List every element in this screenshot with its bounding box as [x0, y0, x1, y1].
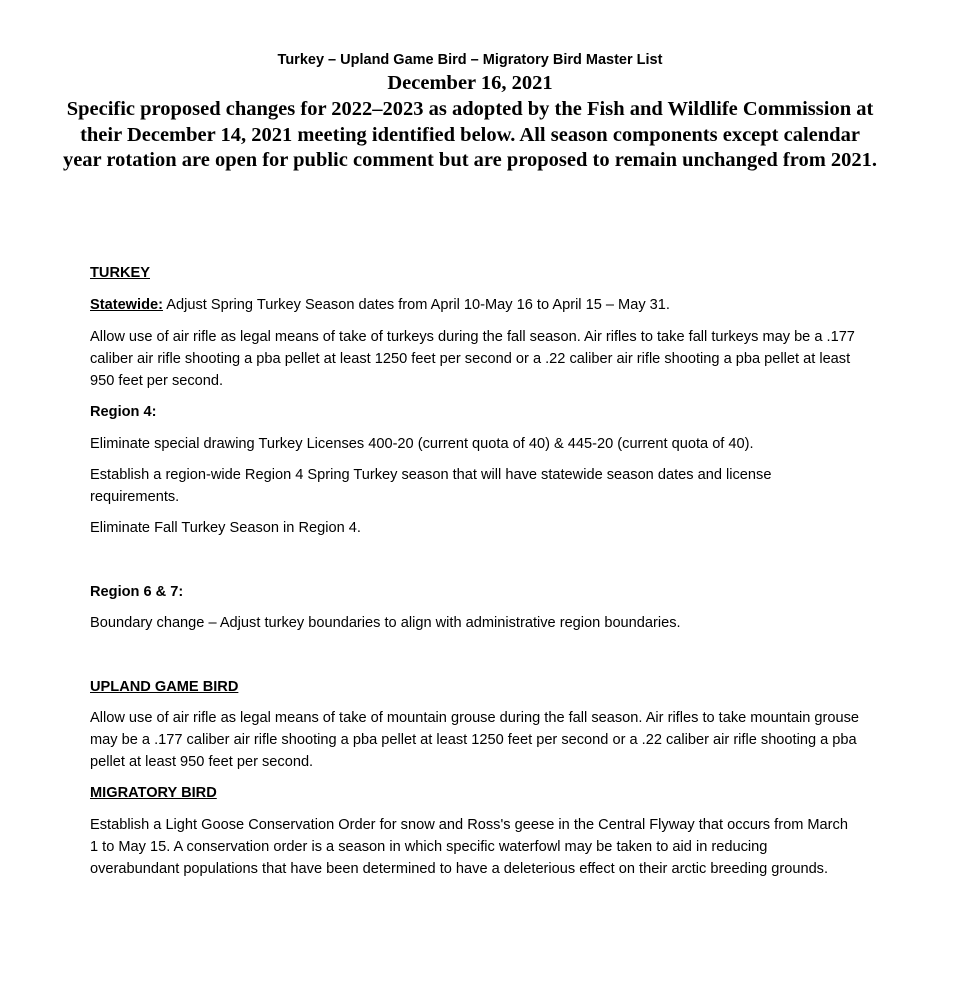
region4-item: Eliminate special drawing Turkey Licenses 400-20 (current quota of 40) & 445-20 (current quota of 40). — [90, 436, 754, 452]
turkey-air-rifle-paragraph: Allow use of air rifle as legal means of take of turkeys during the fall season. Air rifles to take fall turkeys may be a .177 caliber air rifle shooting a pba pellet at least 1250 feet per second or a .22 caliber air rifle shooting a pba pellet at least 950 feet per second. — [90, 329, 855, 389]
region4-item: Eliminate Fall Turkey Season in Region 4. — [90, 520, 361, 536]
document-date: December 16, 2021 — [387, 72, 553, 94]
region67-text: Boundary change – Adjust turkey boundaries to align with administrative region boundaries. — [90, 615, 681, 631]
migratory-paragraph: Establish a Light Goose Conservation Order for snow and Ross's geese in the Central Flyway that occurs from March 1 to May 15. A conservation order is a season in which specific waterfowl may be taken to aid in reducing overabundant populations that have been determined to have a deleterious effect on their arctic breeding grounds. — [90, 817, 848, 877]
statewide-text: Adjust Spring Turkey Season dates from April 10-May 16 to April 15 – May 31. — [162, 297, 670, 313]
migratory-heading: MIGRATORY BIRD — [90, 785, 217, 801]
upland-heading: UPLAND GAME BIRD — [90, 679, 239, 695]
region4-heading: Region 4: — [90, 404, 157, 420]
region4-item: Establish a region-wide Region 4 Spring Turkey season that will have statewide season dates and license requirements. — [90, 467, 772, 505]
turkey-heading: TURKEY — [90, 265, 150, 281]
turkey-statewide-paragraph — [90, 294, 860, 316]
region67-heading: Region 6 & 7: — [90, 584, 184, 600]
upland-paragraph: Allow use of air rifle as legal means of take of mountain grouse during the fall season. Air rifles to take mountain grouse may be a .177 caliber air rifle shooting a pba pellet at least 1250 feet per second or a .22 caliber air rifle shooting a pba pellet at least 950 feet per second. — [90, 710, 860, 770]
intro-statement: Specific proposed changes for 2022–2023 as adopted by the Fish and Wildlife Commission at their December 14, 2021 meeting identified below. All season components except calendar year rotation are open for public comment but are proposed to remain unchanged from 2021. — [62, 98, 878, 171]
list-title: Turkey – Upland Game Bird – Migratory Bird Master List — [277, 52, 663, 68]
statewide-label: Statewide: — [90, 297, 163, 313]
